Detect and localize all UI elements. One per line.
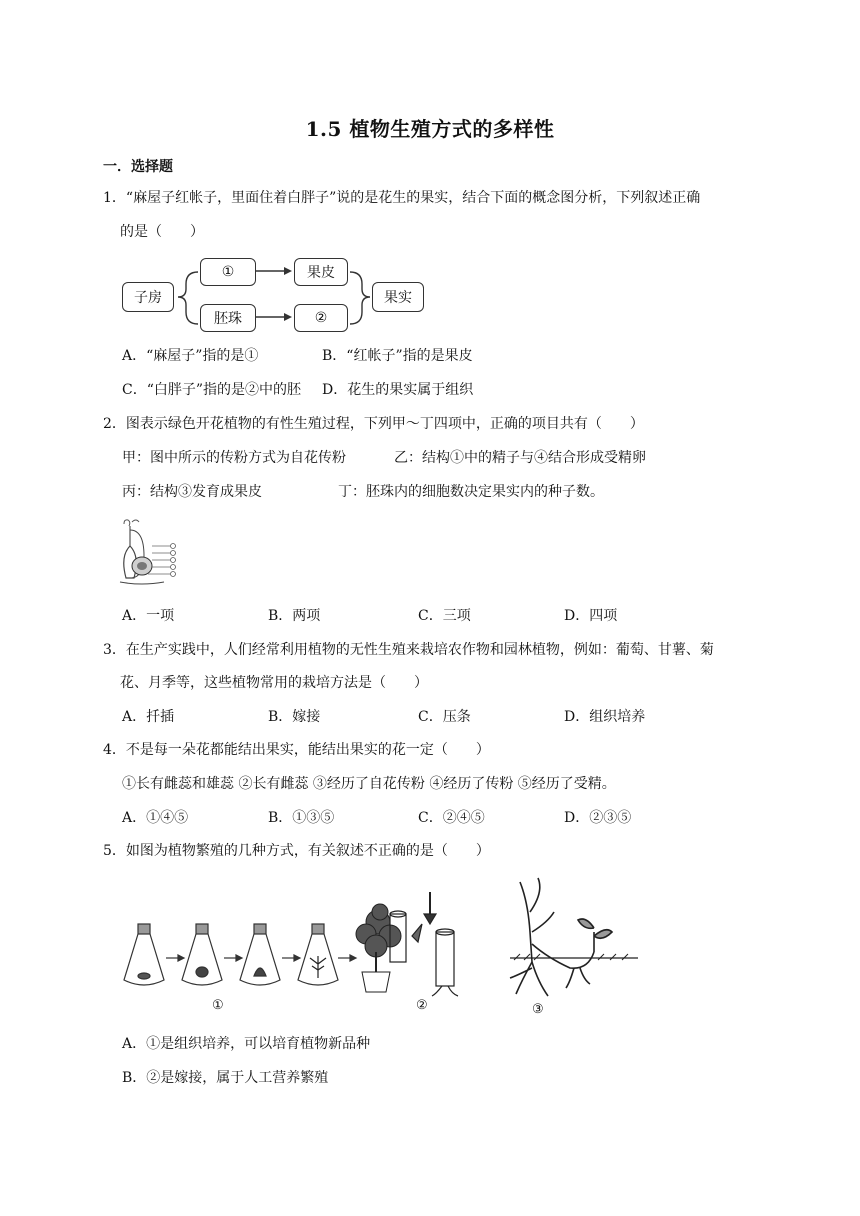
q4-stem: 4．不是每一朵花都能结出果实，能结出果实的花一定（ ） [103,742,490,758]
q2-bing: 丙：结构③发育成果皮 [122,484,262,500]
box-ovary: 子房 [122,282,174,312]
figure-label-3: ③ [532,1002,544,1017]
q2-option-b: B．两项 [268,608,321,624]
grafting [390,892,458,996]
box-2: ② [294,304,348,332]
q5-stem: 5．如图为植物繁殖的几种方式，有关叙述不正确的是（ ） [103,843,490,859]
q2-option-a: A．一项 [122,608,175,624]
q1-option-b: B．“红帐子”指的是果皮 [322,348,473,364]
q3-option-a: A．扦插 [122,709,175,725]
q3-stem-line2: 花、月季等，这些植物常用的栽培方法是（ ） [120,675,428,691]
q1-option-d: D．花生的果实属于组织 [322,382,474,398]
q4-items: ①长有雌蕊和雄蕊 ②长有雌蕊 ③经历了自花传粉 ④经历了传粉 ⑤经历了受精。 [122,776,616,792]
q2-ding: 丁：胚珠内的细胞数决定果实内的种子数。 [338,484,604,500]
tissue-culture-flasks [124,924,356,985]
box-ovule: 胚珠 [200,304,256,332]
q2-yi: 乙：结构①中的精子与④结合形成受精卵 [394,450,646,466]
q2-option-d: D．四项 [564,608,618,624]
plant-propagation-figure [118,872,678,1022]
q4-option-c: C．②④⑤ [418,810,485,826]
q4-option-d: D．②③⑤ [564,810,632,826]
q3-stem-line1: 3．在生产实践中，人们经常利用植物的无性生殖来栽培农作物和园林植物，例如：葡萄、甘薯、菊 [103,642,714,658]
q1-option-a: A．“麻屋子”指的是① [122,348,259,364]
layering [510,878,638,996]
q3-option-d: D．组织培养 [564,709,646,725]
box-1: ① [200,258,256,286]
q5-option-b: B．②是嫁接，属于人工营养繁殖 [122,1070,329,1086]
q2-jia: 甲：图中所示的传粉方式为自花传粉 [122,450,346,466]
box-fruit: 果实 [372,282,424,312]
q1-stem-line1: 1．“麻屋子红帐子，里面住着白胖子”说的是花生的果实，结合下面的概念图分析，下列叙述正确 [103,190,701,206]
flower-structure-figure [118,516,188,586]
q4-option-a: A．①④⑤ [122,810,189,826]
q3-option-c: C．压条 [418,709,471,725]
figure-label-2: ② [416,998,428,1013]
q1-stem-line2: 的是（ ） [120,224,204,240]
q5-option-a: A．①是组织培养，可以培育植物新品种 [122,1036,371,1052]
page-title: 1.5 植物生殖方式的多样性 [305,117,555,141]
figure-label-1: ① [212,998,224,1013]
box-pericarp: 果皮 [294,258,348,286]
q2-stem: 2．图表示绿色开花植物的有性生殖过程，下列甲～丁四项中，正确的项目共有（ ） [103,416,644,432]
q3-option-b: B．嫁接 [268,709,321,725]
q4-option-b: B．①③⑤ [268,810,335,826]
q2-option-c: C．三项 [418,608,471,624]
q1-option-c: C．“白胖子”指的是②中的胚 [122,382,302,398]
section-heading: 一．选择题 [103,159,173,175]
